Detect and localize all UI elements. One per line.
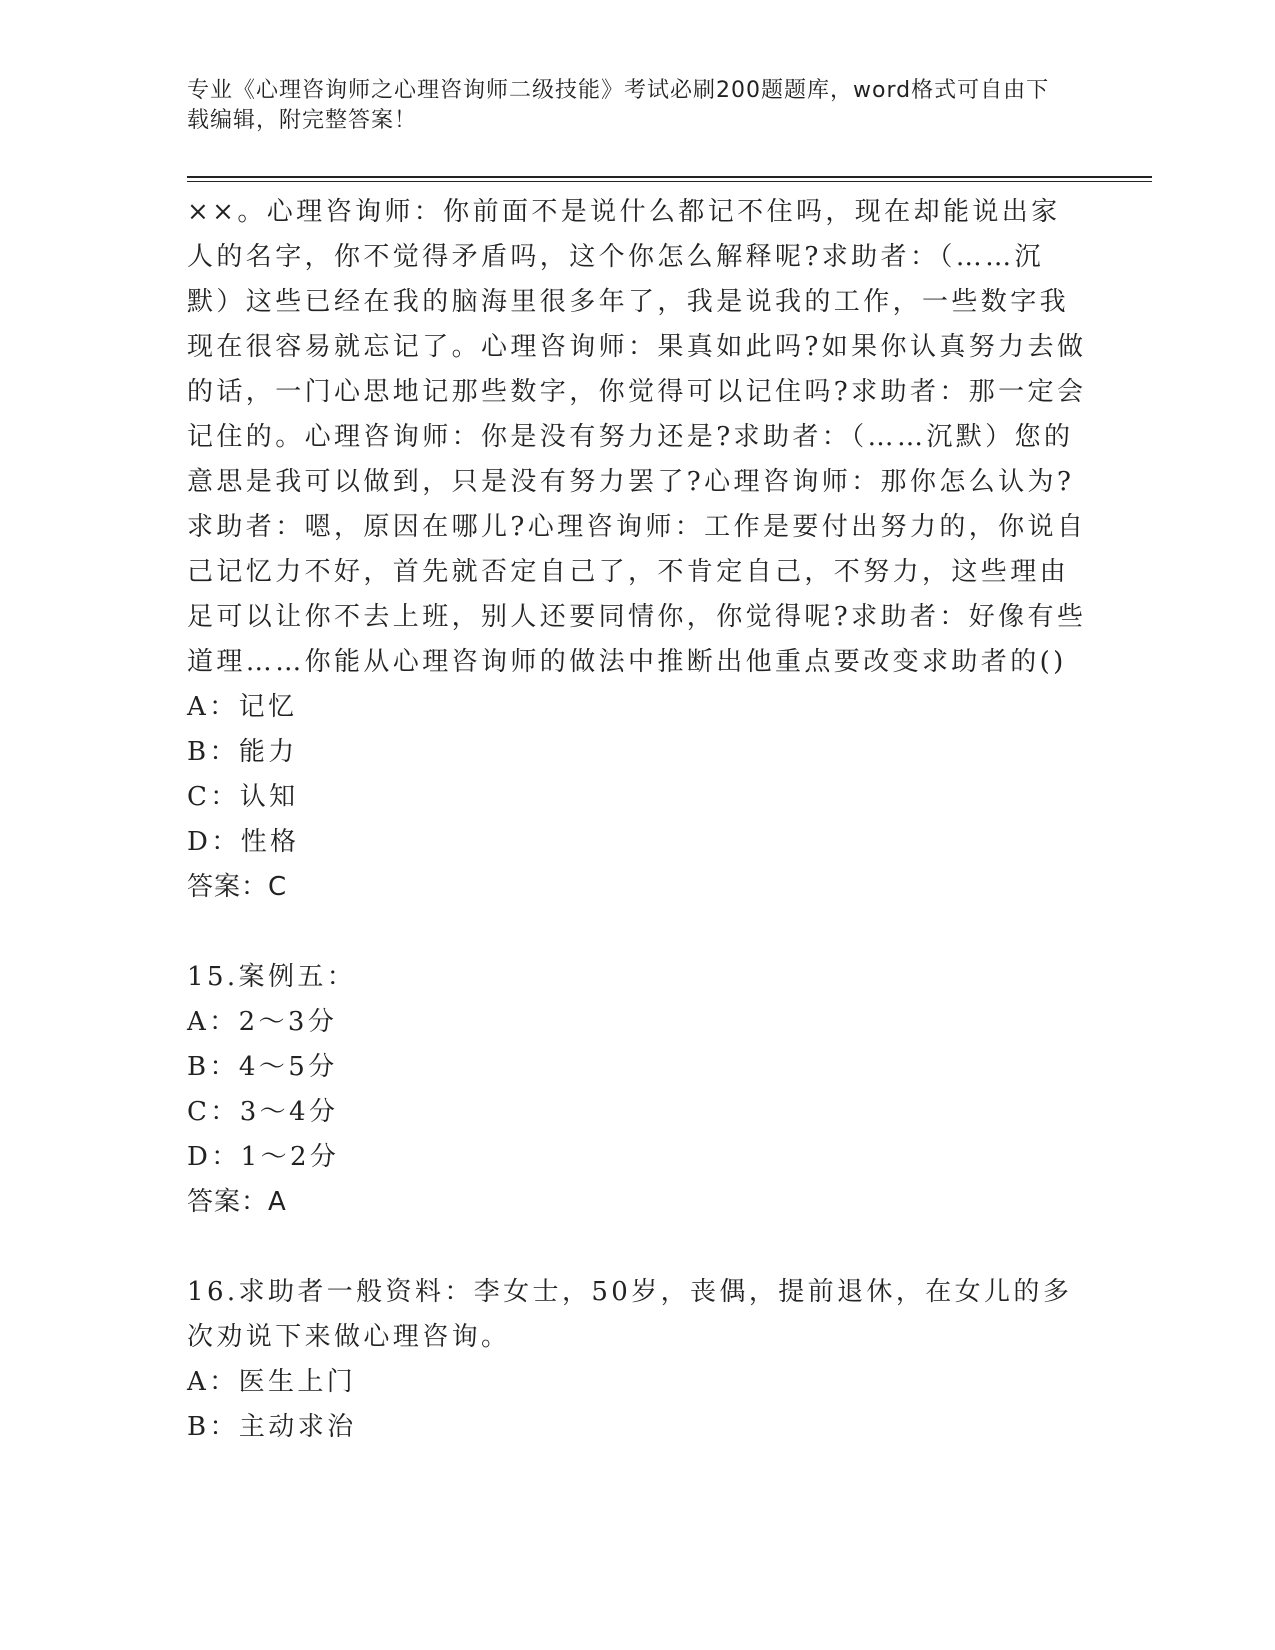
header-divider-thin xyxy=(187,181,1152,182)
header-divider-thick xyxy=(187,176,1152,178)
option-b: B：4～5分 xyxy=(187,1052,338,1082)
option-d: D：性格 xyxy=(187,827,300,857)
question-stem: 16.求助者一般资料：李女士，50岁，丧偶，提前退休，在女儿的多次劝说下来做心理咨询。 xyxy=(187,1277,1073,1352)
question-stem: ××。心理咨询师：你前面不是说什么都记不住吗，现在却能说出家人的名字，你不觉得矛盾吗，这个你怎么解释呢?求助者：（……沉默）这些已经在我的脑海里很多年了，我是说我的工作，一些数字我现在很容易就忘记了。心理咨询师：果真如此吗?如果你认真努力去做的话，一门心思地记那些数字，你觉得可以记住吗?求助者：那一定会记住的。心理咨询师：你是没有努力还是?求助者：（……沉默）您的意思是我可以做到，只是没有努力罢了?心理咨询师：那你怎么认为?求助者：嗯，原因在哪儿?心理咨询师：工作是要付出努力的，你说自己记忆力不好，首先就否定自己了，不肯定自己，不努力，这些理由足可以让你不去上班，别人还要同情你，你觉得呢?求助者：好像有些道理……你能从心理咨询师的做法中推断出他重点要改变求助者的() xyxy=(187,197,1087,677)
option-b: B：能力 xyxy=(187,737,298,767)
option-a: A：记忆 xyxy=(187,692,298,722)
option-b: B：主动求治 xyxy=(187,1412,357,1442)
answer-line: 答案：C xyxy=(187,872,288,902)
option-a: A：医生上门 xyxy=(187,1367,357,1397)
option-a: A：2～3分 xyxy=(187,1007,338,1037)
spacer xyxy=(187,910,1087,955)
question-16 xyxy=(187,1270,1087,1450)
answer-line: 答案：A xyxy=(187,1187,287,1217)
option-c: C：认知 xyxy=(187,782,299,812)
spacer xyxy=(187,1225,1087,1270)
option-c: C：3～4分 xyxy=(187,1097,339,1127)
question-list xyxy=(187,190,1087,1450)
question-15 xyxy=(187,955,1087,1225)
document-header: 专业《心理咨询师之心理咨询师二级技能》考试必刷200题题库，word格式可自由下载编辑，附完整答案！ xyxy=(187,78,1050,133)
question-stem: 15.案例五： xyxy=(187,962,357,992)
question-14 xyxy=(187,190,1087,910)
option-d: D：1～2分 xyxy=(187,1142,340,1172)
